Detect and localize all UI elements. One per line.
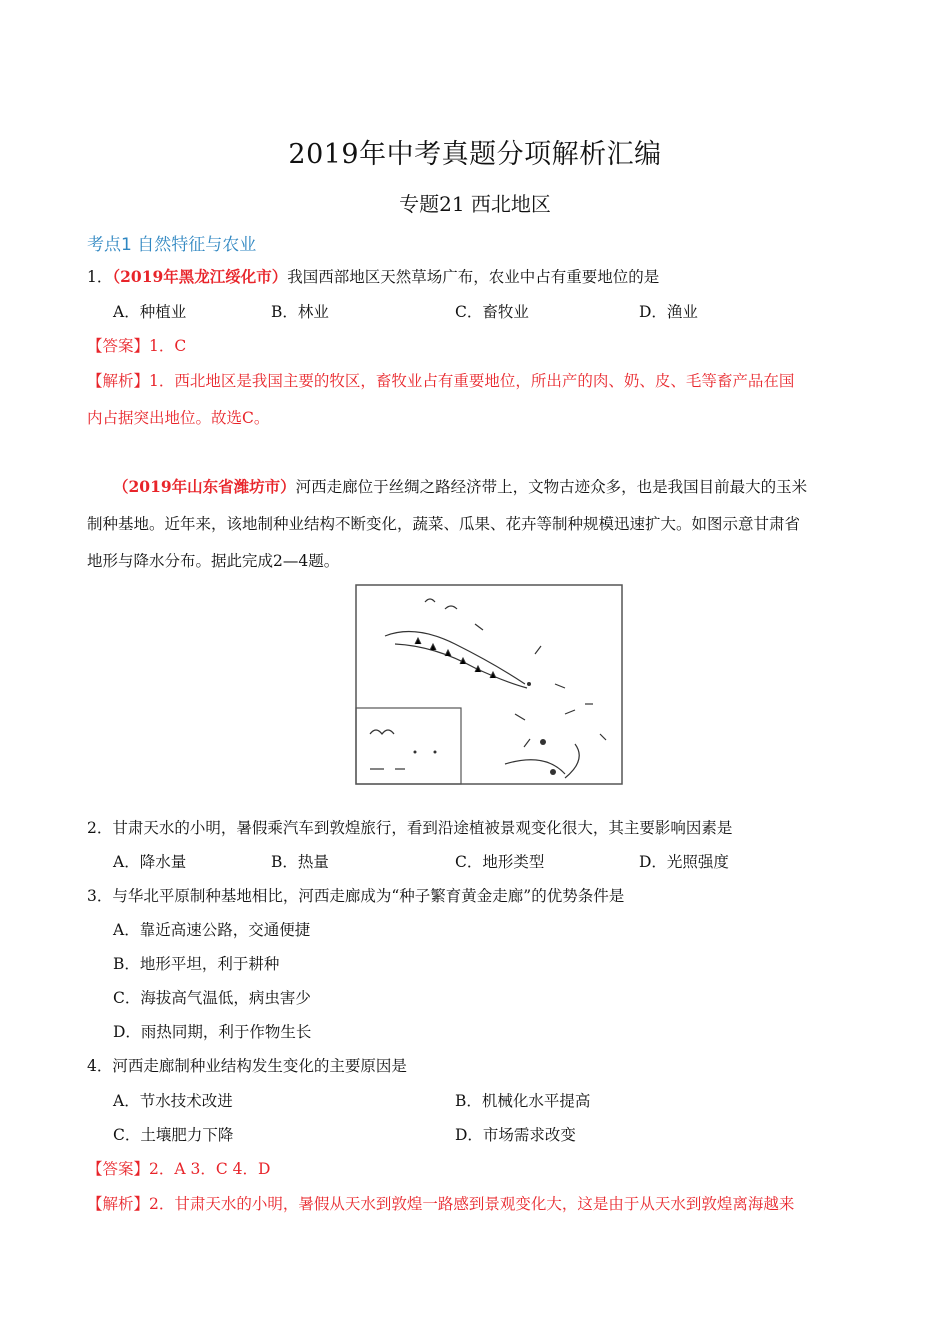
group-source: （2019年山东省潍坊市） (113, 477, 296, 496)
analysis-text: 2．甘肃天水的小明，暑假从天水到敦煌一路感到景观变化大，这是由于从天水到敦煌离海越来 (149, 1195, 795, 1213)
group-answer (87, 1157, 270, 1179)
q1-option-a: A．种植业 (113, 303, 187, 321)
q1-option-d: D．渔业 (639, 303, 698, 321)
analysis-label: 【解析】 (87, 1195, 150, 1213)
question-2: 2．甘肃天水的小明，暑假乘汽车到敦煌旅行，看到沿途植被景观变化很大，其主要影响因素是 (87, 819, 733, 837)
gansu-terrain-map (355, 584, 623, 785)
question-3: 3．与华北平原制种基地相比，河西走廊成为“种子繁育黄金走廊”的优势条件是 (87, 887, 625, 905)
q3-option-c: C．海拔高气温低，病虫害少 (113, 989, 311, 1007)
group-analysis (87, 1192, 794, 1214)
q2-option-b: B．热量 (271, 853, 329, 871)
q1-analysis-cont: 内占据突出地位。故选C。 (87, 409, 270, 427)
question-source: （2019年黑龙江绥化市） (112, 267, 288, 286)
group-intro-line-3: 地形与降水分布。据此完成2—4题。 (87, 552, 340, 570)
analysis-label: 【解析】 (87, 372, 150, 390)
group-intro-line-2: 制种基地。近年来，该地制种业结构不断变化，蔬菜、瓜果、花卉等制种规模迅速扩大。如图示意甘肃省 (87, 515, 801, 533)
question-4: 4．河西走廊制种业结构发生变化的主要原因是 (87, 1057, 407, 1075)
question-stem: 我国西部地区天然草场广布，农业中占有重要地位的是 (287, 268, 660, 286)
answer-label: 【答案】 (87, 337, 150, 355)
q1-option-c: C．畜牧业 (455, 303, 529, 321)
q1-analysis (87, 369, 794, 391)
answer-label: 【答案】 (87, 1160, 150, 1178)
q4-option-c: C．土壤肥力下降 (113, 1126, 234, 1144)
q3-option-d: D．雨热同期，利于作物生长 (113, 1023, 312, 1041)
page-subtitle: 专题21 西北地区 (399, 192, 551, 216)
q2-option-c: C．地形类型 (455, 853, 545, 871)
question-1 (87, 265, 659, 287)
group-intro-line-1 (113, 475, 807, 497)
section-heading: 考点1 自然特征与农业 (87, 235, 257, 255)
q4-option-a: A．节水技术改进 (113, 1092, 233, 1110)
q2-option-a: A．降水量 (113, 853, 187, 871)
q1-option-b: B．林业 (271, 303, 329, 321)
q3-option-a: A．靠近高速公路，交通便捷 (113, 921, 311, 939)
answer-value: 2．A 3．C 4．D (149, 1160, 271, 1178)
q4-option-b: B．机械化水平提高 (455, 1092, 591, 1110)
q3-option-b: B．地形平坦，利于耕种 (113, 955, 280, 973)
group-intro-text: 河西走廊位于丝绸之路经济带上，文物古迹众多，也是我国目前最大的玉米 (295, 478, 808, 496)
question-number: 1． (87, 268, 113, 286)
q4-option-d: D．市场需求改变 (455, 1126, 576, 1144)
page-title: 2019年中考真题分项解析汇编 (288, 139, 662, 170)
analysis-text: 1．西北地区是我国主要的牧区，畜牧业占有重要地位，所出产的肉、奶、皮、毛等畜产品在国 (149, 372, 795, 390)
q2-option-d: D．光照强度 (639, 853, 729, 871)
answer-value: 1．C (149, 337, 187, 355)
q1-answer (87, 334, 186, 356)
